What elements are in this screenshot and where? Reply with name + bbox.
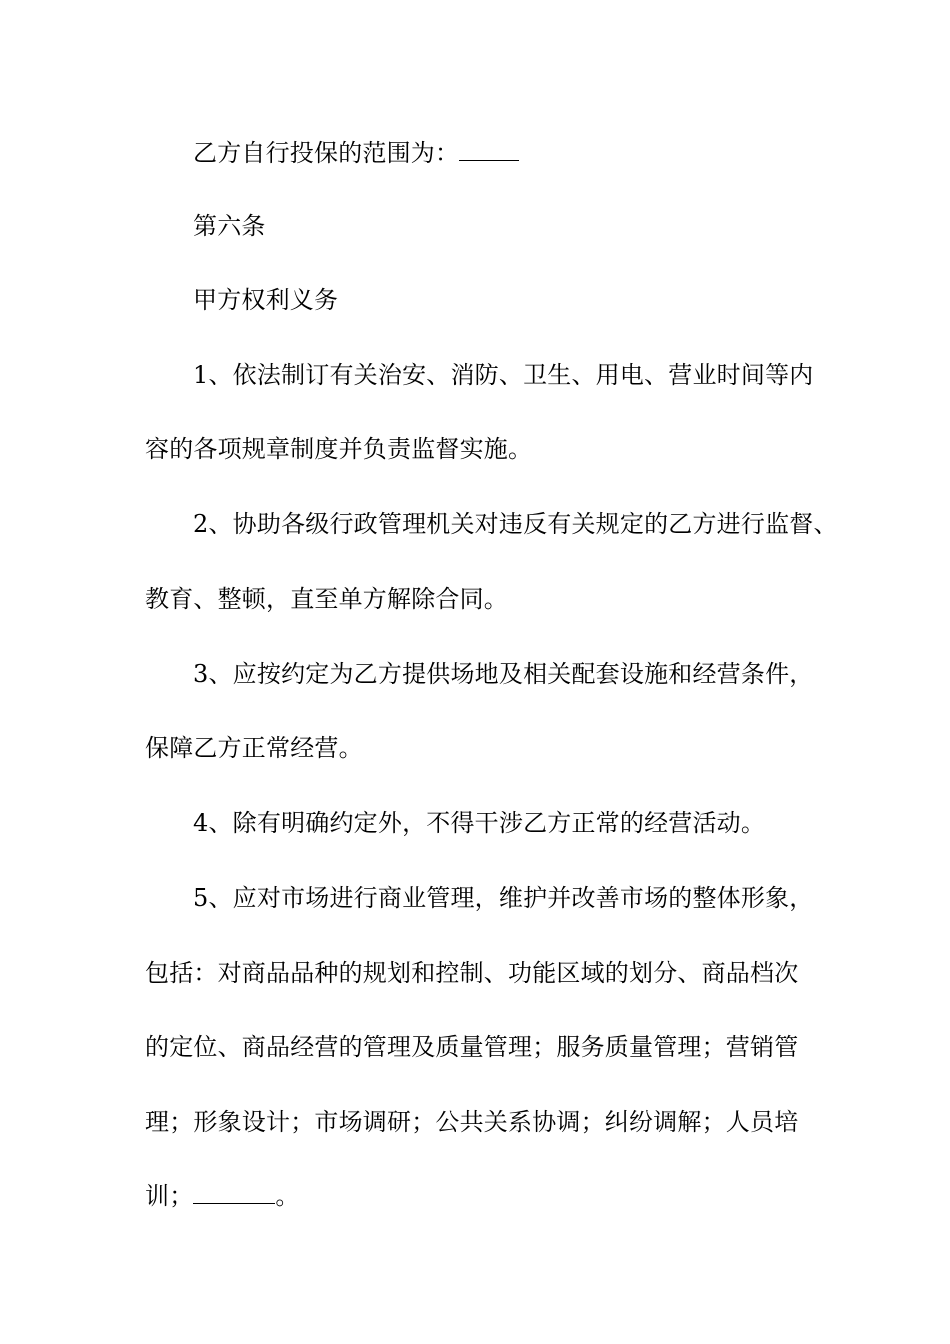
item-4-line-1: 4、除有明确约定外，不得干涉乙方正常的经营活动。 (193, 809, 766, 837)
article-six-heading: 第六条 (193, 212, 266, 240)
insurance-scope-text: 乙方自行投保的范围为： (193, 139, 460, 167)
item-5-line-5-text: 训； (145, 1182, 194, 1210)
party-a-rights-heading: 甲方权利义务 (193, 286, 339, 314)
item-1-line-2: 容的各项规章制度并负责监督实施。 (145, 435, 533, 463)
item-5-line-2: 包括：对商品品种的规划和控制、功能区域的划分、商品档次 (145, 959, 799, 987)
item-5-line-1: 5、应对市场进行商业管理，维护并改善市场的整体形象， (193, 884, 814, 912)
item-5-line-4: 理；形象设计；市场调研；公共关系协调；纠纷调解；人员培 (145, 1108, 799, 1136)
item-5-end-mark: 。 (275, 1182, 300, 1210)
item-5-line-3: 的定位、商品经营的管理及质量管理；服务质量管理；营销管 (145, 1033, 799, 1061)
item-3-line-1: 3、应按约定为乙方提供场地及相关配套设施和经营条件， (193, 660, 814, 688)
item-3-line-2: 保障乙方正常经营。 (145, 734, 363, 762)
item-5-line-5 (145, 1181, 300, 1211)
item-2-line-1: 2、协助各级行政管理机关对违反有关规定的乙方进行监督、 (193, 510, 838, 538)
item-2-line-2: 教育、整顿，直至单方解除合同。 (145, 585, 508, 613)
item-5-blank[interactable] (193, 1181, 275, 1204)
paragraph-insurance-scope (193, 138, 519, 168)
item-1-line-1: 1、依法制订有关治安、消防、卫生、用电、营业时间等内 (193, 361, 814, 389)
insurance-scope-blank[interactable] (459, 138, 519, 161)
